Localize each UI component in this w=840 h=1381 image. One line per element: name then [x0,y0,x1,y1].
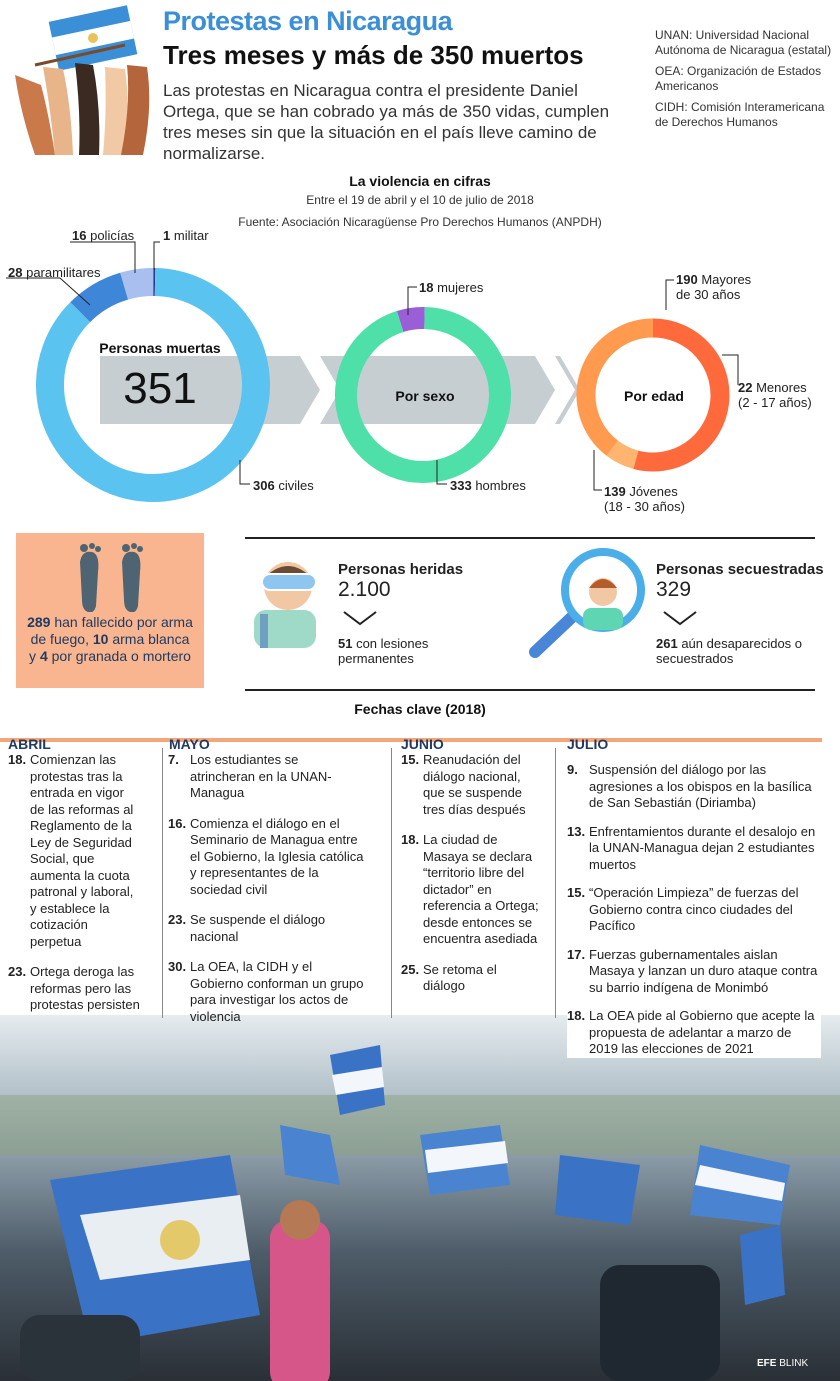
month-julio: JULIO [567,736,609,752]
injured-sub: 51 con lesiones permanentes [338,636,429,666]
event-item: 17. Fuerzas gubernamentales aislan Masaya y lanzan un duro ataque contra su barrio indígena de Monimbó [567,946,818,995]
chevron-down-icon [340,608,380,628]
glossary [655,28,835,130]
event-item: 25. Se retoma el diálogo [401,961,497,993]
kidnapped-value: 329 [656,578,692,601]
label-jovenes: 139 Jóvenes (18 - 30 años) [604,484,685,514]
label-mujeres: 18 mujeres [419,280,484,295]
intro-text: Las protestas en Nicaragua contra el presidente Daniel Ortega, que se han cobrado ya más de 350 vidas, cumplen tres meses sin que la situación en el país lleve camino de normalizarse. [163,81,610,163]
events-mayo [168,752,366,1025]
event-item: 18. La OEA pide al Gobierno que acepte la propuesta de adelantar a marzo de 2019 las elecciones de 2021 [567,1008,815,1056]
protest-photo [0,1015,840,1381]
donut-segment [400,318,424,321]
injured-value: 2.100 [338,578,391,601]
chevron-down-icon [660,608,700,628]
event-item: 30. La OEA, la CIDH y el Gobierno conforman un grupo para investigar los actos de violencia [168,959,364,1024]
timeline-divider [391,748,392,1018]
page-subtitle: Tres meses y más de 350 muertos [163,40,584,70]
event-item: 13. Enfrentamientos durante el desalojo en la UNAN-Managua dejan 2 estudiantes muertos [567,823,816,872]
stats-title: La violencia en cifras [349,173,491,189]
stats-source: Fuente: Asociación Nicaragüense Pro Derechos Humanos (ANPDH) [238,215,602,229]
event-item: 7. Los estudiantes se atrincheran en la UNAN-Managua [168,752,332,800]
event-item: 23. Se suspende el diálogo nacional [168,912,326,944]
label-policias: 16 policías [72,228,135,243]
injured-title: Personas heridas [338,561,464,578]
injured-person-icon [252,550,322,650]
event-item: 16. Comienza el diálogo en el Seminario de Managua entre el Gobierno, la Iglesia católica y representantes de la sociedad civil [168,815,364,897]
page-title: Protestas en Nicaragua [163,6,453,36]
donut-segment [80,286,124,312]
month-mayo: MAYO [169,736,210,752]
label-mayores: 190 Mayores de 30 años [676,272,752,302]
by-sex-label: Por sexo [395,388,455,404]
photo-credit: EFE BLINK [757,1358,809,1369]
label-civiles: 306 civiles [253,478,314,493]
divider [245,537,815,539]
glossary-item: UNAN: Universidad Nacional Autónoma de Nicaragua (estatal) [655,28,832,57]
label-paramilitares: 28 paramilitares [8,265,101,280]
total-dead-label: Personas muertas [99,340,221,356]
hands-flag-illustration [5,5,155,155]
glossary-item: CIDH: Comisión Interamericana de Derechos Humanos [655,100,825,129]
events-julio [567,762,821,1058]
kidnapped-sub: 261 aún desaparecidos o secuestrados [656,636,803,666]
event-item: 15. Reanudación del diálogo nacional, que se suspende tres días después [401,752,526,817]
total-dead-value: 351 [123,364,197,413]
timeline-divider [555,748,556,1018]
kidnapped-title: Personas secuestradas [656,561,824,578]
footprints-icon [72,542,152,612]
glossary-item: OEA: Organización de Estados Americanos [655,64,822,93]
timeline-title: Fechas clave (2018) [354,701,486,717]
event-item: 9. Suspensión del diálogo por las agresiones a los obispos en la basílica de San Sebastián (Diriamba) [567,762,812,810]
events-abril [8,752,140,1014]
label-hombres: 333 hombres [450,478,526,493]
month-junio: JUNIO [401,736,444,752]
weapons-text: 289 han fallecido por arma de fuego, 10 arma blanca y 4 por granada o mortero [27,614,193,664]
magnifier-person-icon [527,548,647,658]
donut-segment [124,282,153,286]
events-junio [401,752,541,995]
event-item: 15. “Operación Limpieza” de fuerzas del Gobierno contra cinco ciudades del Pacífico [567,885,799,933]
divider [245,689,815,691]
event-item: 18. Comienzan las protestas tras la entrada en vigor de las reformas al Reglamento de la Ley de Seguridad Social, que aumenta la cuota patronal y laboral, y establece la cotización perpetua [8,752,134,949]
by-age-label: Por edad [624,388,684,404]
event-item: 18. La ciudad de Masaya se declara “territorio libre del dictador” en referencia a Ortega; desde entonces se encuentra asediada [401,832,539,946]
month-abril: ABRIL [8,736,51,752]
event-item: 23. Ortega deroga las reformas pero las protestas persisten [8,964,140,1012]
label-militar: 1 militar [163,228,209,243]
donut-segment [612,448,636,460]
label-menores: 22 Menores (2 - 17 años) [738,380,812,410]
timeline-divider [162,748,163,1018]
stats-period: Entre el 19 de abril y el 10 de julio de 2018 [306,193,534,207]
